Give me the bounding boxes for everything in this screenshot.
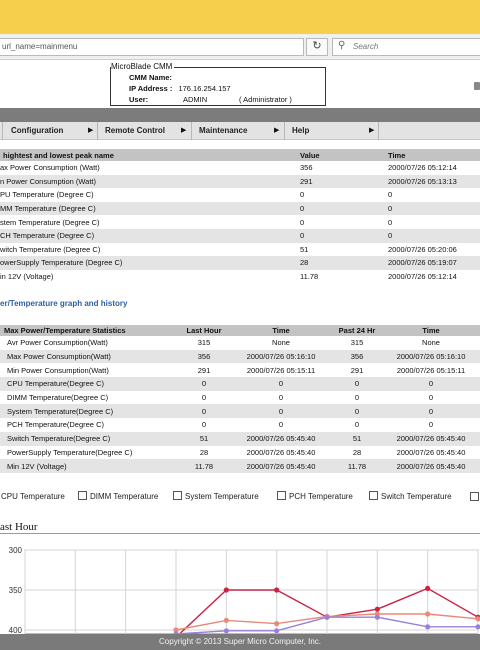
peak-cell-time: 0 [388, 217, 393, 227]
nav-separator [2, 122, 3, 140]
stats-cell-time-24: 0 [382, 404, 480, 418]
peak-cell-time: 0 [388, 190, 393, 200]
stats-cell-name: Switch Temperature(Degree C) [0, 432, 178, 446]
reload-icon[interactable]: ↻ [306, 38, 328, 56]
checkbox-label: DIMM Temperature [90, 492, 159, 501]
stats-header-past-24: Past 24 Hr [332, 325, 382, 336]
page-header [0, 60, 480, 108]
peak-row [0, 215, 480, 229]
stats-cell-time-24: None [422, 338, 440, 348]
stats-header-last-hour: Last Hour [178, 325, 230, 336]
data-point [425, 586, 430, 591]
peak-cell-time: 0 [388, 202, 480, 216]
stats-row [0, 350, 480, 364]
checkbox-pch-temperature[interactable] [277, 490, 353, 504]
user-value: ADMIN [183, 95, 208, 104]
stats-cell-time-hour: 0 [278, 420, 284, 430]
stats-cell-time-hour: 2000/07/26 05:15:11 [246, 365, 316, 375]
checkbox-dimm-temperature[interactable] [78, 490, 158, 504]
ip-row [129, 84, 231, 93]
stats-cell-last-hour: 291 [197, 365, 211, 375]
stats-cell-last-hour: 28 [199, 447, 209, 457]
peak-cell-name: MM Temperature (Degree C) [0, 202, 300, 216]
nav-arrow-icon: ▶ [88, 127, 94, 134]
peak-row [0, 175, 480, 189]
stats-cell-time-hour: 2000/07/26 05:16:10 [230, 350, 332, 364]
data-point [375, 607, 380, 612]
nav-arrow-icon: ▶ [274, 127, 280, 134]
checkbox-label: System Temperature [185, 492, 259, 501]
nav-arrow-icon: ▶ [369, 127, 375, 134]
data-point [425, 611, 430, 616]
peak-cell-name: stem Temperature (Degree C) [0, 217, 100, 227]
peak-cell-name: PU Temperature (Degree C) [0, 190, 94, 200]
stats-cell-past-24: 28 [352, 447, 362, 457]
stats-cell-time-hour: 2000/07/26 05:45:40 [246, 447, 316, 457]
peak-cell-value: 11.78 [300, 272, 319, 282]
stats-header-time-24: Time [382, 325, 480, 336]
stats-cell-name: System Temperature(Degree C) [0, 404, 178, 418]
url-field[interactable]: url_name=mainmenu [0, 38, 304, 56]
y-tick-label: 300 [8, 546, 22, 555]
stats-cell-last-hour: 51 [178, 432, 230, 446]
checkbox-box[interactable] [173, 491, 182, 500]
cmm-info-box [110, 62, 326, 106]
stats-row [0, 432, 480, 446]
peak-cell-value: 0 [300, 217, 305, 227]
stats-cell-name: Min 12V (Voltage) [0, 459, 178, 473]
stats-cell-last-hour: 315 [197, 338, 211, 348]
checkbox-box[interactable] [277, 491, 286, 500]
peak-cell-value: 28 [300, 256, 388, 270]
stats-cell-time-hour: 2000/07/26 05:45:40 [230, 432, 332, 446]
stats-cell-name: Max Power Consumption(Watt) [0, 350, 178, 364]
stats-row [0, 459, 480, 473]
stats-cell-name: DIMM Temperature(Degree C) [7, 393, 109, 403]
header-band [0, 108, 480, 122]
user-row [129, 95, 292, 104]
nav-maintenance[interactable]: Maintenance [199, 126, 248, 135]
checkbox-system-temperature[interactable] [173, 490, 259, 504]
peak-row [0, 202, 480, 216]
stats-cell-name: PCH Temperature(Degree C) [7, 420, 104, 430]
peak-cell-time: 0 [388, 229, 480, 243]
checkbox-label: Switch Temperature [381, 492, 452, 501]
stats-cell-time-hour: 0 [230, 377, 332, 391]
stats-row [0, 418, 480, 432]
stats-cell-time-24: 0 [428, 420, 434, 430]
peak-cell-time: 2000/07/26 05:19:07 [388, 256, 480, 270]
stats-row [0, 363, 480, 377]
checkbox-box[interactable] [369, 491, 378, 500]
y-tick-label: 400 [8, 626, 22, 634]
peak-row [0, 256, 480, 270]
peak-row [0, 188, 480, 202]
cmm-name-row [129, 73, 172, 82]
search-icon: ⚲ [338, 40, 346, 51]
checkbox-switch-temperature[interactable] [369, 490, 452, 504]
peak-cell-name: CH Temperature (Degree C) [0, 229, 300, 243]
data-point [224, 587, 229, 592]
stats-cell-last-hour: 11.78 [178, 459, 230, 473]
stats-cell-past-24: 0 [354, 393, 360, 403]
peak-cell-value: 0 [300, 202, 388, 216]
nav-separator [378, 122, 379, 140]
stats-cell-time-24: 2000/07/26 05:45:40 [382, 459, 480, 473]
stats-cell-last-hour: 0 [178, 377, 230, 391]
data-point [274, 628, 279, 633]
stats-cell-name: Avr Power Consumption(Watt) [7, 338, 108, 348]
nav-separator [97, 122, 98, 140]
stats-cell-past-24: 291 [350, 365, 364, 375]
stats-cell-past-24: 356 [332, 350, 382, 364]
user-role: ( Administrator ) [239, 95, 292, 104]
stats-cell-time-hour: 2000/07/26 05:45:40 [230, 459, 332, 473]
last-hour-chart [0, 540, 480, 634]
browser-titlebar [0, 0, 480, 34]
stats-cell-past-24: 51 [332, 432, 382, 446]
nav-separator [191, 122, 192, 140]
peak-row [0, 229, 480, 243]
peak-row [0, 243, 480, 257]
checkbox-label: PCH Temperature [289, 492, 353, 501]
stats-row [0, 404, 480, 418]
peak-cell-time: 2000/07/26 05:12:14 [388, 272, 457, 282]
peak-cell-name: n Power Consumption (Watt) [0, 175, 300, 189]
footer-copyright: Copyright © 2013 Super Micro Computer, Inc. [0, 634, 480, 650]
peak-header-name: hightest and lowest peak name [0, 149, 300, 161]
data-point [425, 624, 430, 629]
brand-title: MicroBlade CMM [111, 62, 173, 71]
stats-cell-past-24: 11.78 [332, 459, 382, 473]
nav-arrow-icon: ▶ [181, 127, 187, 134]
main-nav [0, 122, 480, 140]
cmm-name-label: CMM Name: [129, 73, 172, 82]
stats-row [0, 391, 480, 405]
sensor-checkboxes [0, 490, 480, 506]
peak-cell-value: 291 [300, 175, 388, 189]
peak-cell-name: in 12V (Voltage) [0, 272, 54, 282]
stats-cell-time-24: 2000/07/26 05:16:10 [382, 350, 480, 364]
peak-table [0, 149, 480, 283]
stats-cell-last-hour: 0 [201, 420, 207, 430]
stats-header-name: Max Power/Temperature Statistics [0, 325, 178, 336]
chart-divider [0, 533, 480, 534]
stats-row [0, 446, 480, 460]
peak-cell-name: witch Temperature (Degree C) [0, 244, 101, 254]
peak-cell-time: 2000/07/26 05:20:06 [388, 244, 457, 254]
peak-header-time: Time [388, 149, 480, 161]
stats-cell-time-24: 0 [382, 377, 480, 391]
stats-cell-last-hour: 356 [178, 350, 230, 364]
graph-history-link[interactable]: er/Temperature graph and history [0, 299, 128, 308]
nav-configuration[interactable]: Configuration [11, 126, 64, 135]
stats-header-row [0, 325, 480, 336]
stats-cell-time-hour: 0 [230, 404, 332, 418]
stats-cell-past-24: 0 [332, 404, 382, 418]
data-point [375, 615, 380, 620]
peak-cell-time: 2000/07/26 05:13:13 [388, 175, 480, 189]
checkbox-box-partial[interactable] [470, 492, 479, 501]
checkbox-label: CPU Temperature [1, 492, 65, 501]
checkbox-cpu-temperature[interactable] [1, 490, 65, 504]
stats-cell-time-24: 2000/07/26 05:45:40 [396, 447, 466, 457]
peak-header-value: Value [300, 149, 388, 161]
peak-cell-value: 0 [300, 229, 388, 243]
stats-cell-name: CPU Temperature(Degree C) [0, 377, 178, 391]
search-placeholder: Search [353, 42, 379, 51]
stats-cell-past-24: 315 [350, 338, 364, 348]
stats-row [0, 336, 480, 350]
data-point [274, 621, 279, 626]
peak-cell-value: 356 [300, 163, 313, 173]
chart-title: ast Hour [0, 521, 38, 533]
data-point [224, 618, 229, 623]
peak-row [0, 270, 480, 284]
stats-cell-time-hour: 0 [278, 393, 284, 403]
peak-cell-name: ax Power Consumption (Watt) [0, 163, 100, 173]
stats-cell-time-24: 0 [428, 393, 434, 403]
user-label: User: [129, 95, 149, 104]
peak-cell-name: owerSupply Temperature (Degree C) [0, 256, 300, 270]
peak-header-row [0, 149, 480, 161]
peak-cell-value: 51 [300, 244, 309, 254]
stats-table [0, 325, 480, 473]
search-input[interactable] [332, 38, 480, 56]
ip-value: 176.16.254.157 [178, 84, 231, 93]
ip-label: IP Address : [129, 84, 173, 93]
peak-cell-value: 0 [300, 190, 305, 200]
stats-cell-time-24: 2000/07/26 05:15:11 [396, 365, 466, 375]
stats-cell-time-hour: None [272, 338, 290, 348]
address-bar-area [0, 34, 480, 60]
stats-header-time-hour: Time [230, 325, 332, 336]
peak-row [0, 161, 480, 175]
nav-separator [284, 122, 285, 140]
stats-cell-name: PowerSupply Temperature(Degree C) [7, 447, 133, 457]
data-point [274, 587, 279, 592]
stats-cell-past-24: 0 [332, 377, 382, 391]
data-point [324, 615, 329, 620]
stats-cell-last-hour: 0 [201, 393, 207, 403]
stats-cell-past-24: 0 [354, 420, 360, 430]
checkbox-box[interactable] [78, 491, 87, 500]
y-tick-label: 350 [8, 586, 22, 595]
stats-cell-time-24: 2000/07/26 05:45:40 [382, 432, 480, 446]
nav-remote-control[interactable]: Remote Control [105, 126, 165, 135]
stats-row [0, 377, 480, 391]
stats-cell-name: Min Power Consumption(Watt) [7, 365, 109, 375]
peak-cell-time: 2000/07/26 05:12:14 [388, 163, 457, 173]
nav-help[interactable]: Help [292, 126, 310, 135]
scrollbar-handle[interactable] [474, 82, 480, 90]
stats-cell-last-hour: 0 [178, 404, 230, 418]
data-point [224, 628, 229, 633]
